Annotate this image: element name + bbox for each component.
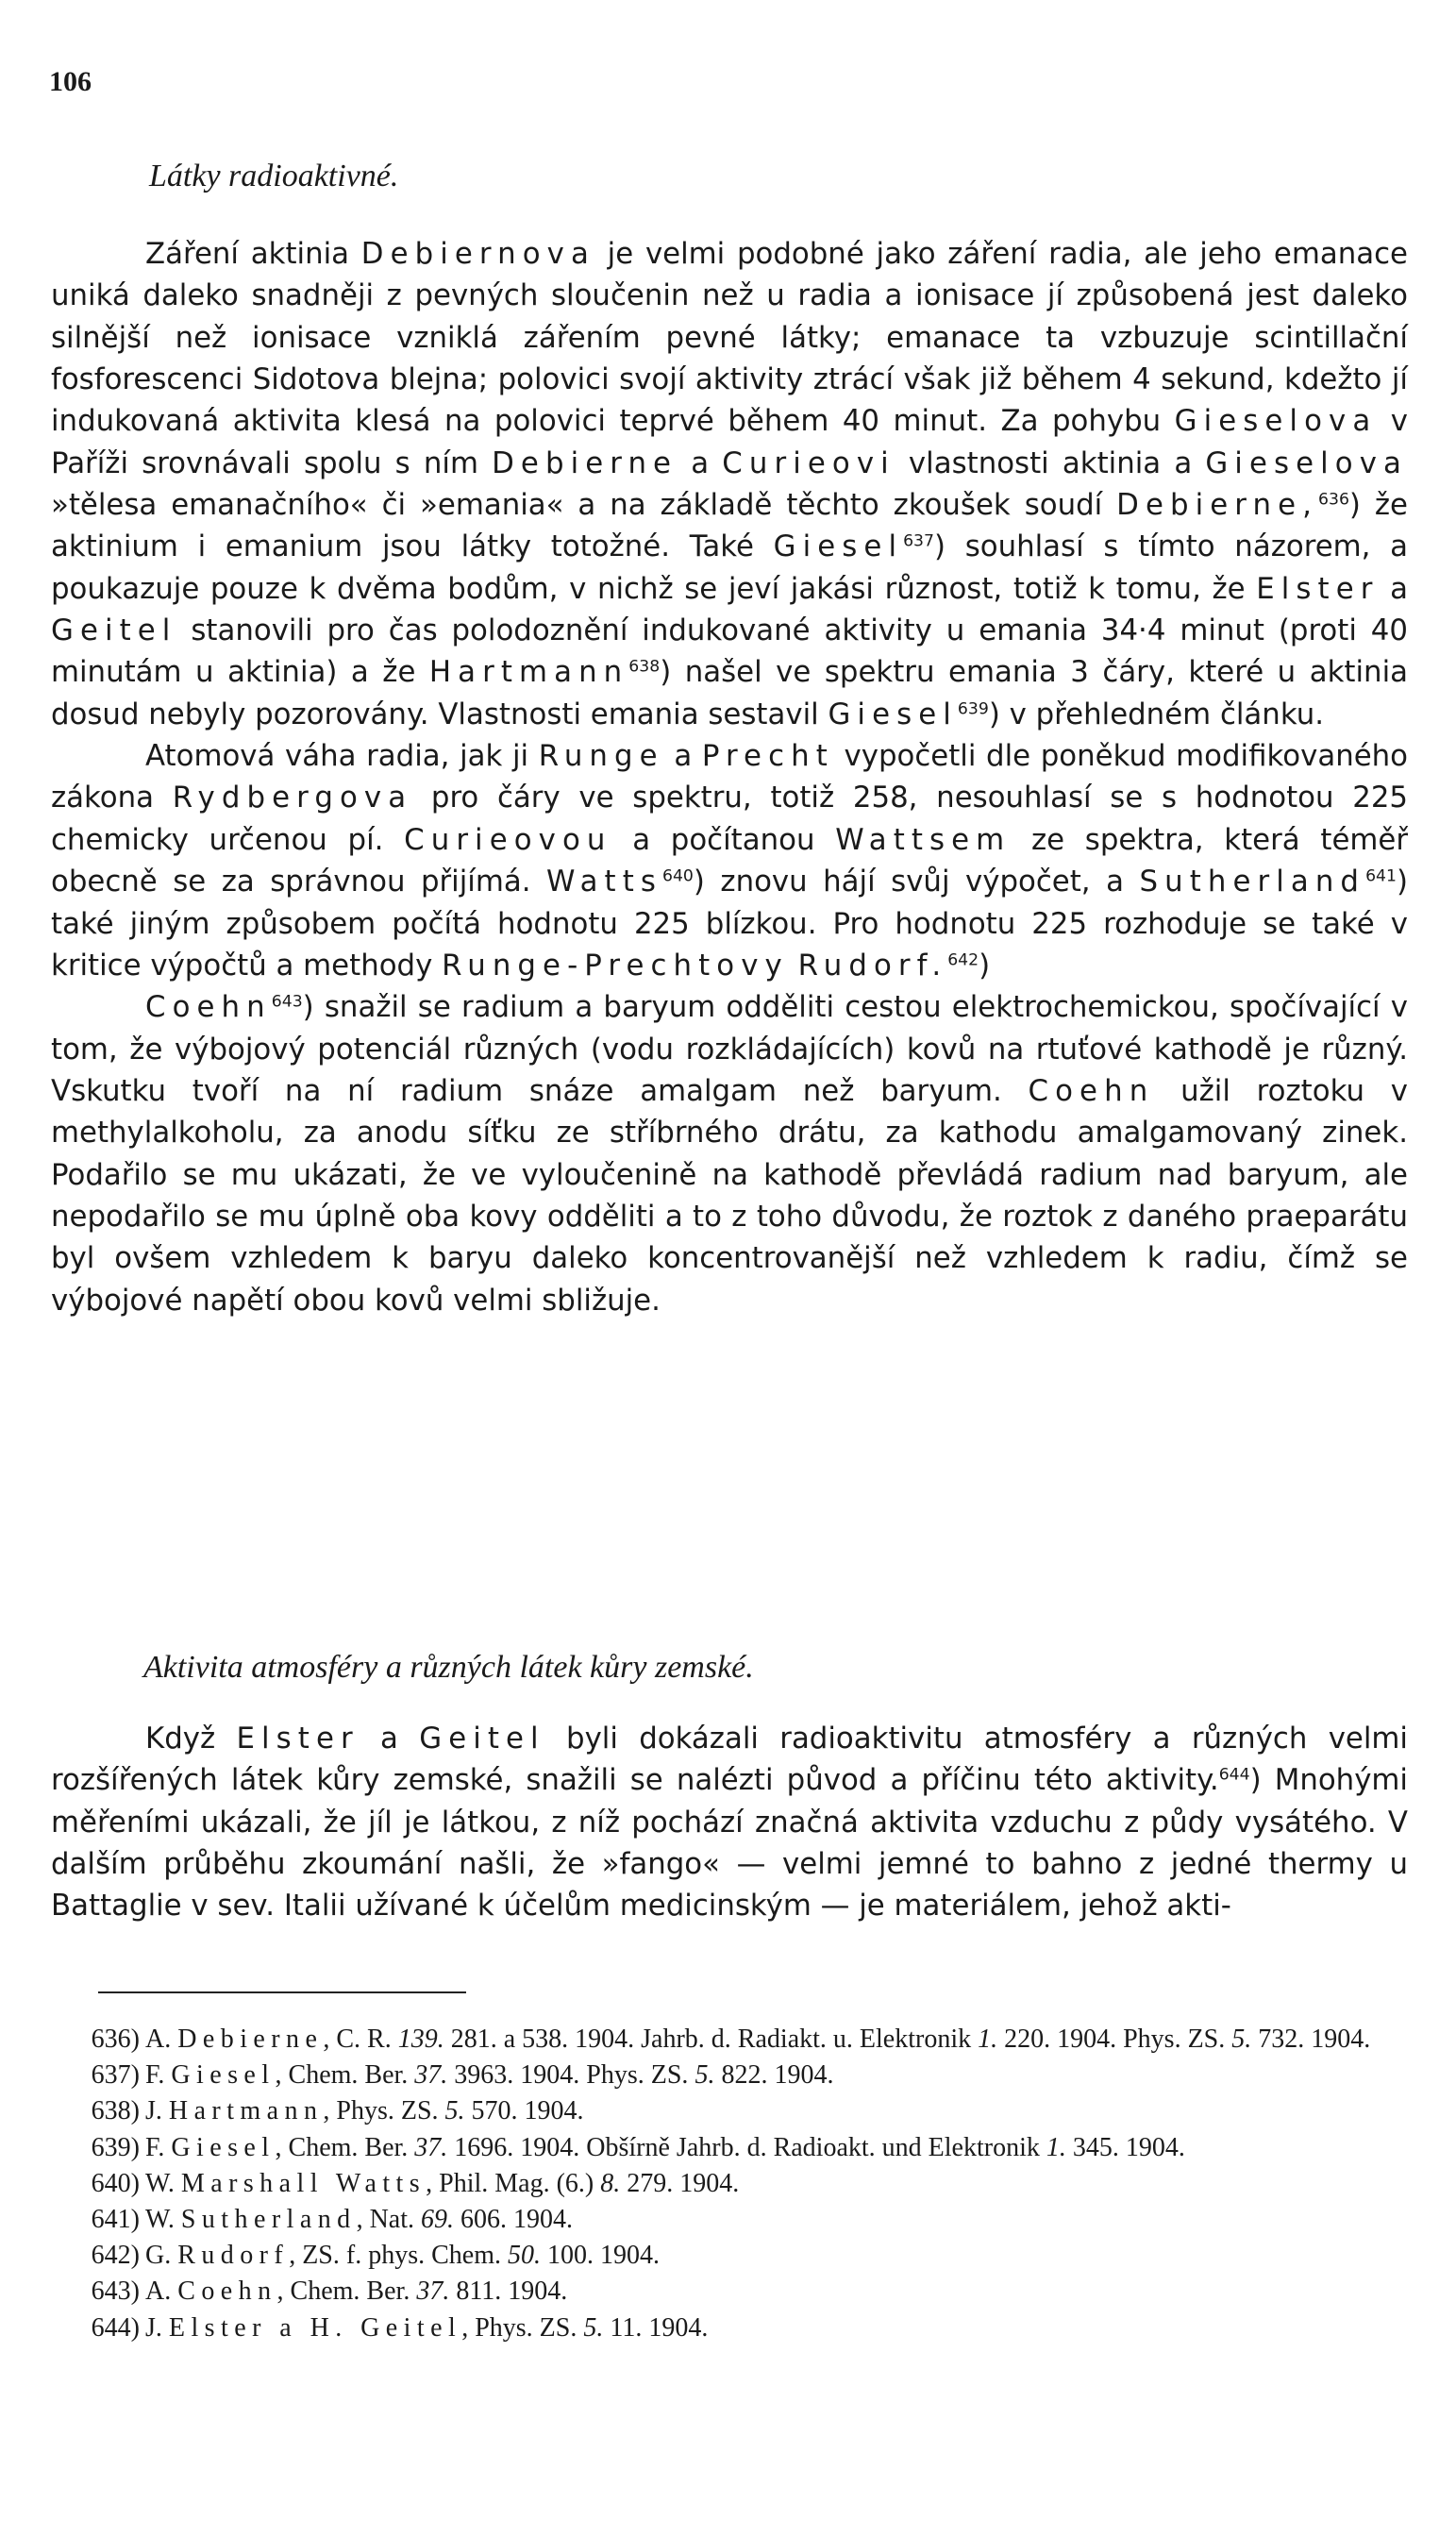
footnote-ref: 637 [903,531,934,551]
footnote-volume: 5. [1231,2025,1252,2054]
footnote-volume: 1. [978,2025,998,2054]
footnote-639 [51,2130,1408,2166]
footnote-volume: 37. [414,2060,448,2091]
page-number: 106 [49,66,92,97]
footnote-text: 822. 1904. [714,2060,834,2091]
footnote-text: , Chem. Ber. [275,2132,415,2162]
footnote-text: , Chem. Ber. [275,2060,415,2091]
footnote-text: , Phil. Mag. (6.) [426,2168,601,2198]
footnote-text: J. [145,2312,169,2343]
footnote-ref: 644 [1218,1765,1250,1785]
paragraph-actinium: Záření aktinia Debiernova je velmi podobné jako záření radia, ale jeho emanace uniká daleko snadněji z pevných sloučenin než u radia a ionisace jí způsobená jest daleko silnější než ionisace vzniklá zářením pevné látky; emanace ta vzbuzuje scintillační fosforescenci Sidotova blejna; polovici svojí aktivity ztrácí však již během 4 sekund, kdežto jí indukovaná aktivita klesá na polovici teprvé během 40 minut. Za pohybu Gieselova v Paříži srovnávali spolu s ním Debierne a Curieovi vlastnosti aktinia a Gieselova »tělesa emanačního« či »emania« a na základě těchto zkoušek soudí Debierne,$^{636}$) že aktinium i emanium jsou látky totožné. Také Giesel$^{637}$) souhlasí s tímto názorem, a poukazuje pouze k dvěma bodům, v nichž se jeví jakási různost, totiž k tomu, že Elster a Geitel stanovili pro čas polodoznění indukované aktivity u emania 34·4 minut (proti 40 minutám u aktinia) a že Hartmann$^{638}$) našel ve spektru emania 3 čáry, které u aktinia dosud nebyly pozorovány. Vlastnosti emania sestavil Giesel$^{639}$) v přehledném článku. [51,237,1409,731]
footnote-mark: 636) [91,2025,140,2054]
footnote-mark: 637) [91,2060,140,2091]
footnote-volume: 69. [421,2205,455,2235]
footnote-text: W. [145,2168,181,2198]
footnote-author: Giesel [171,2060,276,2091]
footnote-text: 220. 1904. Phys. ZS. [997,2025,1232,2054]
footnote-mark: 642) [91,2241,140,2271]
section-2-body [51,1718,1408,1927]
footnote-author: Debierne [177,2025,324,2054]
footnote-volume: 37. [414,2132,448,2162]
footnote-text: F. [145,2132,172,2162]
footnote-ref: 639 [957,699,989,719]
footnote-ref: 638 [628,657,661,677]
footnote-mark: 643) [91,2277,140,2307]
footnote-ref: 641 [1365,866,1397,886]
footnote-text: 606. 1904. [454,2205,574,2235]
footnote-638 [51,2093,1408,2129]
footnote-637 [51,2058,1408,2093]
footnote-text: 11. 1904. [603,2312,709,2343]
footnote-text: 3963. 1904. Phys. ZS. [447,2060,695,2091]
footnote-text: J. [145,2096,169,2126]
footnote-text: G. [145,2241,178,2271]
footnote-mark: 640) [91,2168,140,2198]
footnote-text: , Phys. ZS. [323,2096,445,2126]
section-1-body [51,233,1408,1321]
footnote-text: F. [145,2060,172,2091]
footnote-641 [51,2202,1408,2238]
footnote-text: 279. 1904. [620,2168,740,2198]
footnote-author: Giesel [171,2132,276,2162]
paragraph-atmosphere: Když Elster a Geitel byli dokázali radioaktivitu atmosféry a různých velmi rozšířených látek kůry zemské, snažili se nalézti původ a příčinu této aktivity.$^{644}$) Mnohými měřeními ukázali, že jíl je látkou, z níž pochází značná aktivita vzduchu z půdy vysátého. V dalším průběhu zkoumání našli, že »fango« — velmi jemné to bahno z jedné thermy u Battaglie v sev. Italii užívané k účelům medicinským — je materiálem, jehož akti- [51,1722,1408,1924]
footnote-mark: 644) [91,2312,140,2343]
footnote-volume: 37. [416,2277,450,2307]
footnotes [51,2022,1408,2346]
footnote-divider [98,1991,466,1993]
footnote-author: Sutherland [180,2205,357,2235]
footnote-author: Marshall Watts [180,2168,427,2198]
footnote-volume: 50. [507,2241,541,2271]
footnote-642 [51,2238,1408,2274]
paragraph-coehn: Coehn$^{643}$) snažil se radium a baryum odděliti cestou elektrochemickou, spočívající v tom, že výbojový potenciál různých (vodu rozkládajících) kovů na rtuťové kathodě je různý. Vskutku tvoří na ní radium snáze amalgam než baryum. Coehn užil roztoku v methylalkoholu, za anodu síťku ze stříbrného drátu, za kathodu amalgamovaný zinek. Podařilo se mu ukázati, že ve vyloučenině na kathodě převládá radium nad baryum, ale nepodařilo se mu úplně oba kovy odděliti a to z toho důvodu, že roztok z daného praeparátu byl ovšem vzhledem k baryu daleko koncentrovanější než vzhledem k radiu, čímž se výbojové napětí obou kovů velmi sbližuje. [51,990,1408,1318]
paragraph-atomic-weight: Atomová váha radia, jak ji Runge a Precht vypočetli dle poněkud modifikovaného zákona Rydbergova pro čáry ve spektru, totiž 258, nesouhlasí se s hodnotou 225 chemicky určenou pí. Curieovou a počítanou Wattsem ze spektra, která téměř obecně se za správnou přijímá. Watts$^{640}$) znovu hájí svůj výpočet, a Sutherland$^{641}$) také jiným způsobem počítá hodnotu 225 blízkou. Pro hodnotu 225 rozhoduje se také v kritice výpočtů a methody Runge-Prechtovy Rudorf.$^{642}$) [51,739,1409,983]
footnote-643 [51,2274,1408,2310]
footnote-text: 345. 1904. [1065,2132,1185,2162]
footnote-text: , ZS. f. phys. Chem. [289,2241,508,2271]
footnote-author: Rudorf [177,2241,290,2271]
footnote-text: , C. R. [323,2025,398,2054]
footnote-volume: 1. [1046,2132,1066,2162]
footnote-ref: 642 [947,950,979,970]
footnote-author: Coehn [177,2277,277,2307]
footnote-text: 281. a 538. 1904. Jahrb. d. Radiakt. u. Elektronik [443,2025,979,2054]
section-heading-radioactive: Látky radioaktivné. [149,159,399,193]
footnote-volume: 139. [397,2025,444,2054]
footnote-ref: 636 [1318,490,1349,510]
footnote-text: 100. 1904. [540,2241,660,2271]
footnote-text: 1696. 1904. Obšírně Jahrb. d. Radioakt. und Elektronik [447,2132,1046,2162]
footnote-640 [51,2166,1408,2202]
footnote-text: W. [145,2205,181,2235]
footnote-text: 732. 1904. [1251,2025,1371,2054]
footnote-volume: 5. [583,2312,604,2343]
footnote-text: , Chem. Ber. [276,2277,417,2307]
footnote-volume: 5. [444,2096,465,2126]
section-heading-atmosphere: Aktivita atmosféry a různých látek kůry zemské. [143,1650,754,1685]
footnote-text: , Phys. ZS. [461,2312,584,2343]
footnote-mark: 641) [91,2205,140,2235]
footnote-volume: 5. [695,2060,715,2091]
footnote-text: , Nat. [356,2205,422,2235]
footnote-mark: 639) [91,2132,140,2162]
footnote-644 [51,2310,1408,2346]
footnote-author: Hartmann [168,2096,324,2126]
footnote-text: A. [145,2277,178,2307]
footnote-ref: 640 [661,866,694,886]
footnote-text: 811. 1904. [449,2277,568,2307]
footnote-mark: 638) [91,2096,140,2126]
footnote-text: A. [145,2025,178,2054]
footnote-text: 570. 1904. [464,2096,584,2126]
footnote-author: Elster a H. Geitel [168,2312,462,2343]
footnote-636 [51,2022,1408,2058]
footnote-ref: 643 [271,992,303,1012]
footnote-volume: 8. [600,2168,621,2198]
